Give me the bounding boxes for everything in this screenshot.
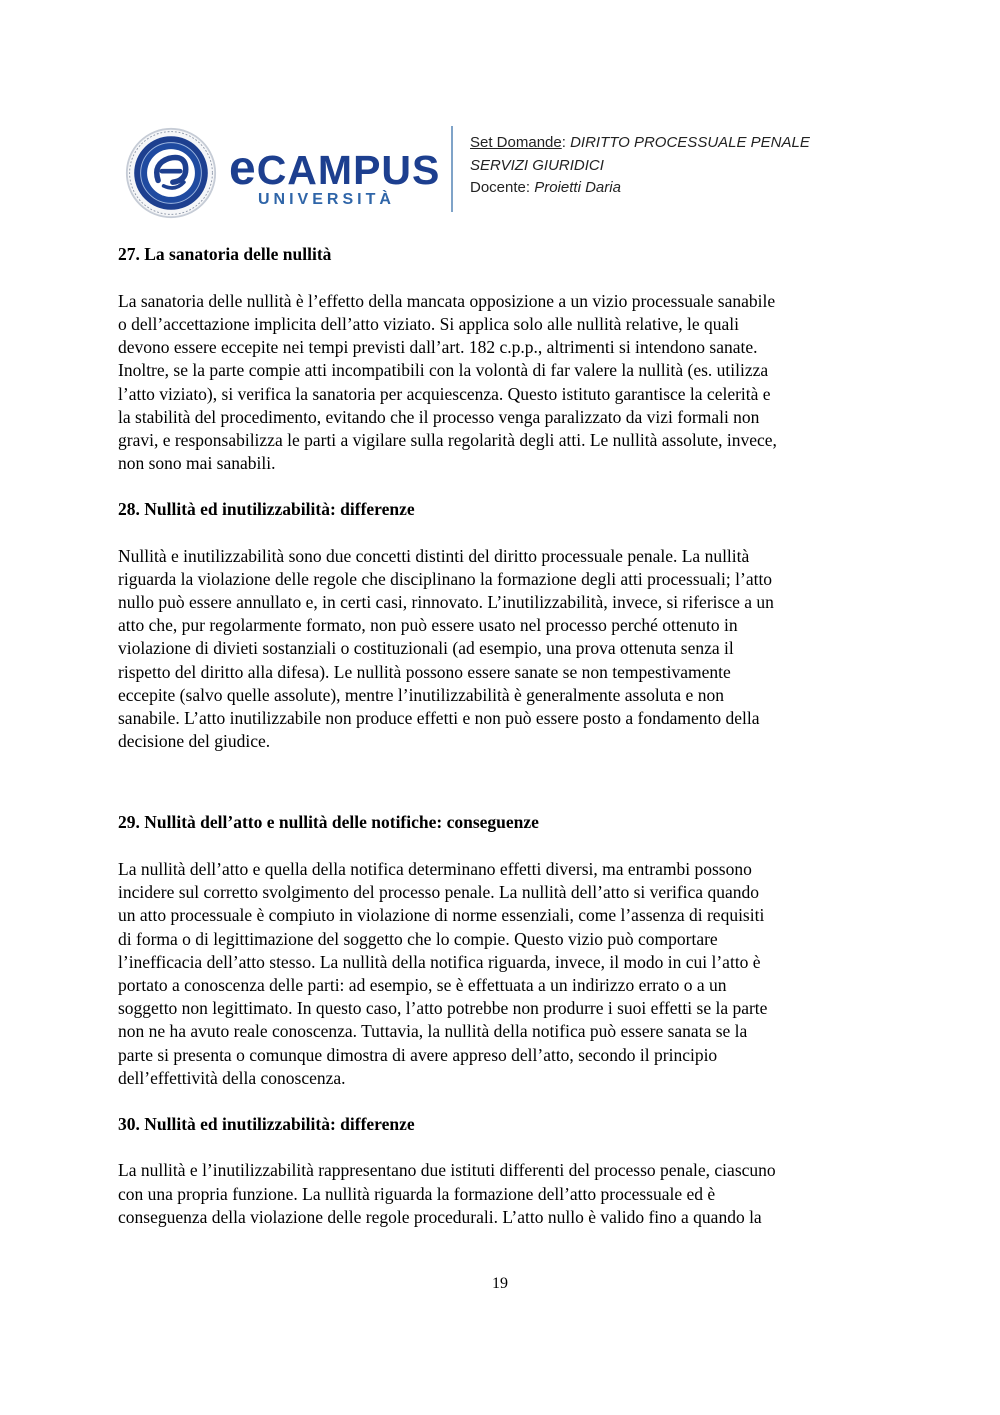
body-line: La nullità e l’inutilizzabilità rappresentano due istituti differenti del processo penale, ciascuno [118,1160,776,1181]
document-body [118,243,888,1229]
body-line: rispetto del diritto alla difesa). Le nullità possono essere sanate se non tempestivamente [118,661,731,682]
body-line: portato a conoscenza delle parti: ad esempio, se è effettuata a un indirizzo errato o a un [118,975,727,996]
body-line: l’inefficacia dell’atto stesso. La nullità della notifica riguarda, invece, il modo in cui l’atto è [118,951,761,972]
body-line: riguarda la violazione delle regole che disciplinano la formazione degli atti processuali; l’atto [118,568,773,589]
body-line: con una propria funzione. La nullità riguarda la formazione dell’atto processuale ed è [118,1183,716,1204]
section-title: 28. Nullità ed inutilizzabilità: differenze [118,498,415,519]
logo-word: CAMPUS [256,147,441,193]
body-line: dell’effettività della conoscenza. [118,1067,346,1088]
section-title: 29. Nullità dell’atto e nullità delle notifiche: conseguenze [118,812,539,833]
body-line: La nullità dell’atto e quella della notifica determinano effetti diversi, ma entrambi possono [118,859,752,880]
docente-value: Proietti Daria [534,179,621,196]
body-line: eccepite (salvo quelle assolute), mentre l’inutilizzabilità è generalmente assoluta e non [118,684,724,705]
section-title: 27. La sanatoria delle nullità [118,244,332,264]
body-line: decisione del giudice. [118,731,271,752]
body-line: gravi, e responsabilizza le parti a vigilare sulla regolarità degli atti. Le nullità assolute, invece, [118,429,777,450]
logo-subtitle: UNIVERSITÀ [258,191,395,208]
body-line: un atto processuale è compiuto in violazione di norme essenziali, come l’assenza di requisiti [118,905,765,926]
section-title: 30. Nullità ed inutilizzabilità: differenze [118,1113,415,1134]
body-line: devono essere eccepite nei tempi previsti dall’art. 182 c.p.p., altrimenti si intendono sanate. [118,337,758,358]
logo-e: e [229,142,257,195]
body-line: l’atto viziato), si verifica la sanatoria per acquiescenza. Questo istituto garantisce la celerità e [118,383,771,404]
body-line: Nullità e inutilizzabilità sono due concetti distinti del diritto processuale penale. La nullità [118,545,750,566]
section-body [118,858,888,1090]
header-divider [451,126,453,212]
set-line [470,132,810,155]
body-line: Inoltre, se la parte compie atti incompatibili con la volontà di far valere la nullità (es. utilizza [118,360,769,381]
ecampus-seal-icon [125,127,217,219]
body-line: non sono mai sanabili. [118,453,276,474]
body-line: violazione di divieti sostanziali o costituzionali (ad esempio, una prova ottenuta senza il [118,638,734,659]
document-header [122,122,882,214]
set-colon: : [561,134,571,151]
section-body [118,1159,888,1229]
docente-line [470,177,810,200]
section-body [118,545,888,754]
course-info [470,132,810,200]
docente-colon: : [525,179,535,196]
body-line: incidere sul corretto svolgimento del processo penale. La nullità dell’atto si verifica quando [118,882,759,903]
body-line: parte si presenta o comunque dimostra di avere appreso dell’atto, secondo il principio [118,1044,718,1065]
body-line: nullo può essere annullato e, in certi casi, rinnovato. L’inutilizzabilità, invece, si riferisce a un [118,591,774,612]
body-line: o dell’accettazione implicita dell’atto viziato. Si applica solo alle nullità relative, le quali [118,313,740,334]
body-line: atto che, pur regolarmente formato, non può essere usato nel processo perché ottenuto in [118,615,738,636]
body-line: conseguenza della violazione delle regole procedurali. L’atto nullo è valido fino a quando la [118,1206,762,1227]
logo-wordmark [229,142,441,195]
body-line: La sanatoria delle nullità è l’effetto della mancata opposizione a un vizio processuale sanabile [118,290,776,311]
set-value: DIRITTO PROCESSUALE PENALE [570,134,810,151]
body-line: soggetto non legittimato. In questo caso, l’atto potrebbe non produrre i suoi effetti se la parte [118,998,768,1019]
body-line: la stabilità del procedimento, evitando che il processo venga paralizzato da vizi formali non [118,406,760,427]
section-body [118,290,888,476]
set-label: Set Domande [470,134,562,151]
set-value-2: SERVIZI GIURIDICI [470,156,604,174]
page-number: 19 [492,1275,508,1292]
docente-label: Docente [470,179,526,196]
body-line: non ne ha avuto reale conoscenza. Tuttavia, la nullità della notifica può essere sanata se la [118,1021,748,1042]
body-line: di forma o di legittimazione del soggetto che lo compie. Questo vizio può comportare [118,928,718,949]
body-line: sanabile. L’atto inutilizzabile non produce effetti e non può essere posto a fondamento della [118,707,760,728]
